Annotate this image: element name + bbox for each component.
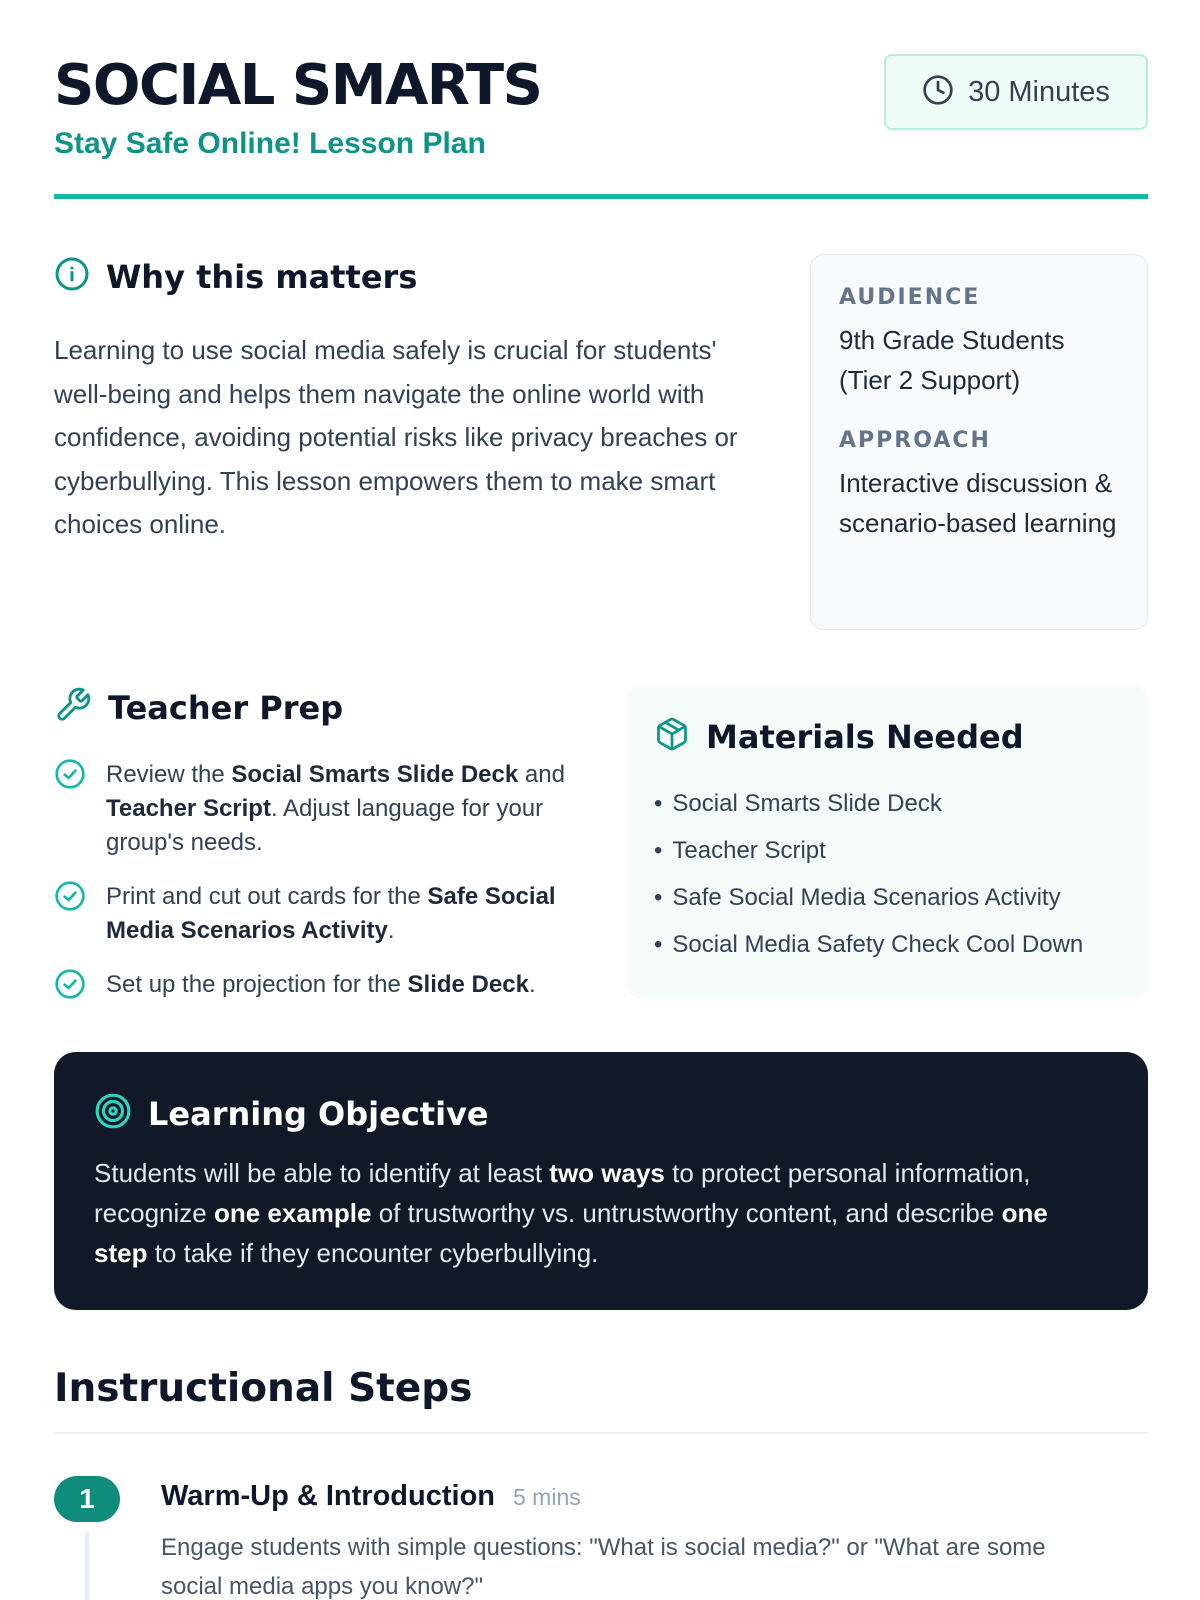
lesson-plan-page (54, 0, 1148, 1600)
why-body: Learning to use social media safely is crucial for students' well-being and helps them navigate the online world with confidence, avoiding potential risks like privacy breaches or cyberbullying. This lesson empowers them to make smart choices online. (54, 335, 738, 539)
info-icon (54, 256, 90, 297)
instructional-steps-title: Instructional Steps (54, 1366, 473, 1411)
target-icon (94, 1092, 132, 1135)
check-circle-icon (54, 880, 86, 948)
check-circle-icon (54, 968, 86, 1010)
objective-title: Learning Objective (148, 1094, 489, 1133)
learning-objective-panel (54, 1052, 1148, 1310)
step-timeline-line (85, 1532, 89, 1600)
lesson-info-card (810, 254, 1148, 630)
step-title: Warm-Up & Introduction 5 mins (161, 1480, 581, 1512)
duration-badge (884, 54, 1148, 130)
materials-heading (654, 716, 1120, 757)
teacher-prep-title: Teacher Prep (108, 688, 344, 727)
materials-card (626, 686, 1148, 998)
steps-divider (54, 1432, 1148, 1434)
page-subtitle: Stay Safe Online! Lesson Plan (54, 127, 486, 160)
audience-label: AUDIENCE (839, 285, 981, 310)
audience-value: 9th Grade Students (Tier 2 Support) (839, 325, 1065, 395)
duration-label: 30 Minutes (968, 75, 1110, 108)
list-item (54, 880, 594, 948)
prep-item-text: Review the Social Smarts Slide Deck and Teacher Script. Adjust language for your group's needs. (106, 761, 565, 856)
list-item: • Safe Social Media Scenarios Activity (654, 881, 1120, 915)
list-item (54, 968, 594, 1010)
materials-title: Materials Needed (706, 717, 1024, 756)
why-heading: Why this matters (106, 257, 418, 296)
list-item: • Social Media Safety Check Cool Down (654, 928, 1120, 962)
teacher-prep-heading (54, 686, 343, 729)
prep-item-text: Print and cut out cards for the Safe Social Media Scenarios Activity. (106, 883, 556, 944)
header-divider (54, 194, 1148, 199)
materials-list (654, 787, 1120, 962)
page-title: SOCIAL SMARTS (54, 53, 542, 118)
approach-value: Interactive discussion & scenario-based learning (839, 468, 1117, 538)
step-number-badge: 1 (54, 1476, 120, 1522)
wrench-icon (54, 686, 92, 729)
list-item (54, 758, 594, 860)
list-item: • Social Smarts Slide Deck (654, 787, 1120, 821)
teacher-prep-list (54, 758, 594, 1030)
step-description: Engage students with simple questions: "What is social media?" or "What are some social media apps you know?" (161, 1534, 1046, 1600)
approach-label: APPROACH (839, 428, 991, 453)
check-circle-icon (54, 758, 86, 860)
prep-item-text: Set up the projection for the Slide Deck. (106, 971, 536, 998)
objective-heading (94, 1092, 1108, 1135)
objective-body: Students will be able to identify at least two ways to protect personal information, recognize one example of trustworthy vs. untrustworthy content, and describe one step to take if they encounter cyberbullying. (94, 1158, 1048, 1268)
clock-icon (922, 74, 954, 111)
why-section-heading (54, 256, 417, 297)
box-icon (654, 716, 690, 757)
list-item: • Teacher Script (654, 834, 1120, 868)
step-duration: 5 mins (513, 1484, 581, 1510)
